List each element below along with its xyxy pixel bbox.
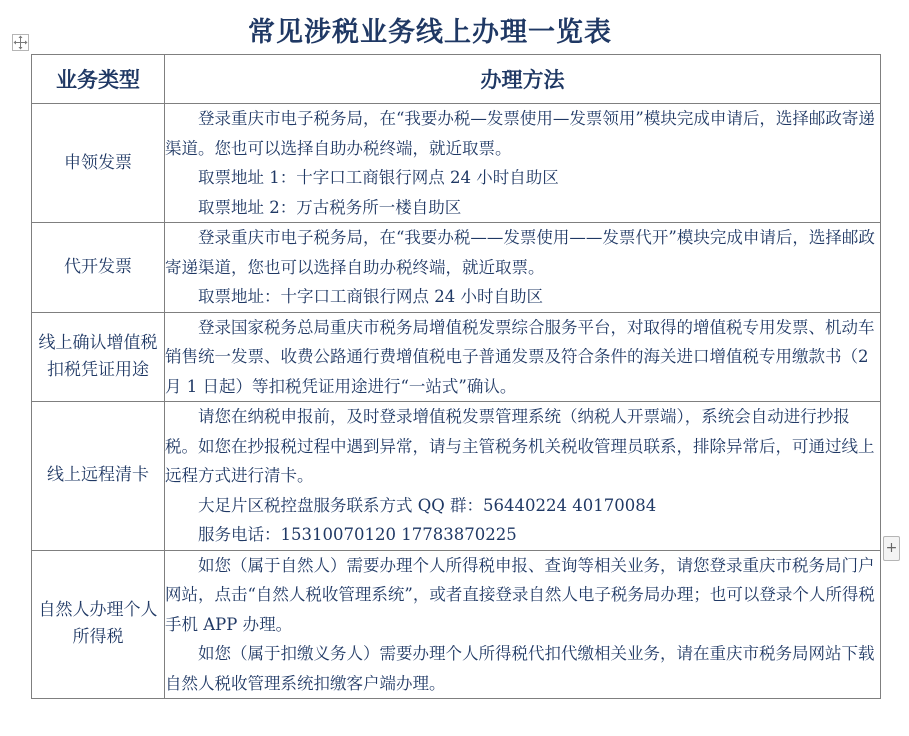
add-row-button[interactable] [883,536,900,561]
business-type-cell: 申领发票 [32,104,165,223]
header-business-type: 业务类型 [32,55,165,104]
table-row [32,402,881,551]
method-paragraph: 服务电话：15310070120 17783870225 [198,525,517,544]
method-paragraph: 登录重庆市电子税务局，在“我要办税——发票使用——发票代开”模块完成申请后，选择邮政寄递渠道，您也可以选择自助办税终端，就近取票。 [165,228,875,277]
four-way-arrow-icon [13,35,28,50]
method-paragraph: 登录重庆市电子税务局，在“我要办税—发票使用—发票领用”模块完成申请后，选择邮政寄递渠道。您也可以选择自助办税终端，就近取票。 [165,109,875,158]
method-paragraph: 取票地址 1：十字口工商银行网点 24 小时自助区 [198,168,559,187]
method-cell [165,550,881,699]
table-header-row [32,55,881,104]
method-paragraph: 登录国家税务总局重庆市税务局增值税发票综合服务平台，对取得的增值税专用发票、机动车销售统一发票、收费公路通行费增值税电子普通发票及符合条件的海关进口增值税专用缴款书（2 月 1 日起）等扣税凭证用途进行“一站式”确认。 [165,317,875,396]
method-paragraph: 如您（属于自然人）需要办理个人所得税申报、查询等相关业务，请您登录重庆市税务局门户网站，点击“自然人税收管理系统”，或者直接登录自然人电子税务局办理；也可以登录个人所得税手机 APP 办理。 [165,555,875,634]
method-paragraph: 如您（属于扣缴义务人）需要办理个人所得税代扣代缴相关业务，请在重庆市税务局网站下载自然人税收管理系统扣缴客户端办理。 [165,644,875,693]
header-method: 办理方法 [165,55,881,104]
table-move-handle[interactable] [12,34,29,51]
table-row [32,104,881,223]
method-paragraph: 请您在纳税申报前，及时登录增值税发票管理系统（纳税人开票端），系统会自动进行抄报税。如您在抄报税过程中遇到异常，请与主管税务机关税收管理员联系，排除异常后，可通过线上远程方式进行清卡。 [165,407,875,485]
business-type-cell: 线上确认增值税扣税凭证用途 [32,312,165,402]
table-row [32,223,881,313]
table-row [32,550,881,699]
tax-business-table [31,54,881,699]
business-type-cell: 代开发票 [32,223,165,313]
method-cell [165,402,881,551]
business-type-cell: 线上远程清卡 [32,402,165,551]
method-paragraph: 取票地址 2：万古税务所一楼自助区 [198,197,462,217]
page-title: 常见涉税业务线上办理一览表 [248,17,612,48]
method-paragraph: 大足片区税控盘服务联系方式 QQ 群：56440224 40170084 [198,495,657,515]
business-type-cell: 自然人办理个人所得税 [32,550,165,699]
method-cell [165,223,881,313]
method-paragraph: 取票地址：十字口工商银行网点 24 小时自助区 [198,287,543,306]
plus-icon: + [885,540,898,556]
method-cell [165,312,881,402]
table-row [32,312,881,402]
method-cell [165,104,881,223]
